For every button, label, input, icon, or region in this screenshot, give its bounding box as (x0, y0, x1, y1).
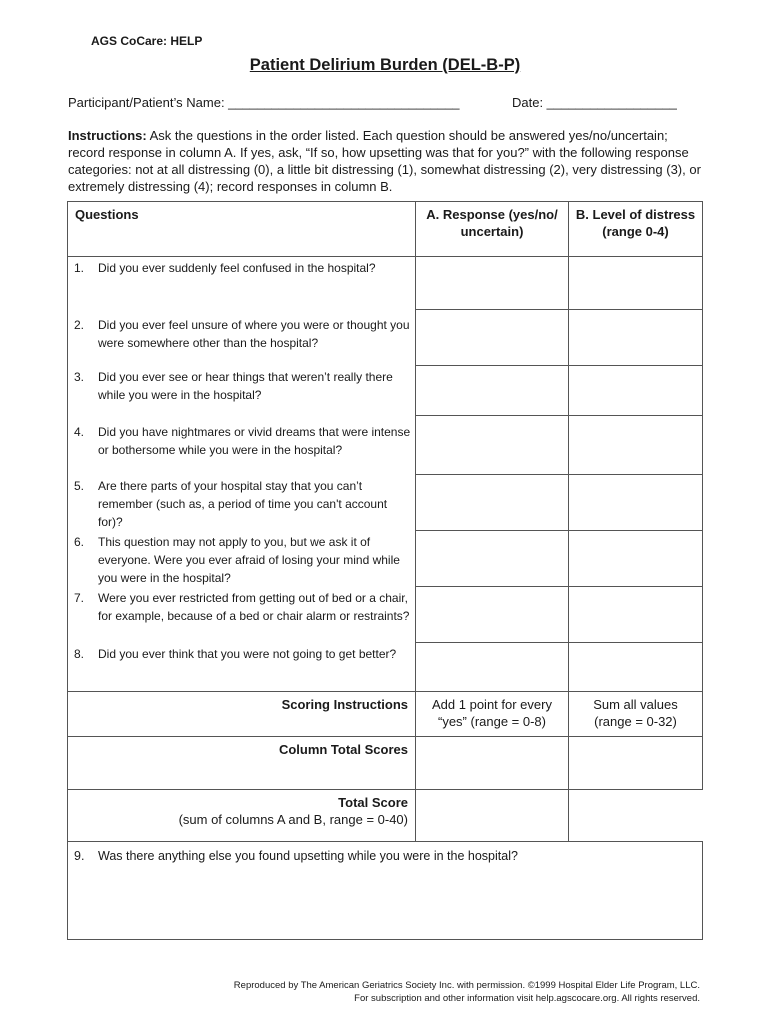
footer-info: For subscription and other information visit help.agscocare.org. All rights reserved. (354, 993, 700, 1004)
question-text: Did you ever feel unsure of where you were or thought you were somewhere other than the hospital? (98, 317, 410, 350)
question-row-1 (68, 257, 416, 310)
questions-header: Questions (68, 202, 416, 257)
question-text: Did you have nightmares or vivid dreams that were intense or bothersome while you were in the hospital? (98, 424, 411, 457)
response-cell-3[interactable] (416, 366, 569, 416)
scoring-distress-instruction: Sum all values (range = 0-32) (569, 692, 703, 737)
question-text: Did you ever suddenly feel confused in the hospital? (98, 261, 376, 275)
blank-cell (569, 790, 703, 842)
question-row-6 (68, 531, 416, 587)
question-row-8 (68, 643, 416, 692)
response-cell-7[interactable] (416, 587, 569, 643)
question-num: 3. (74, 369, 85, 384)
scoring-response-instruction: Add 1 point for every “yes” (range = 0-8) (416, 692, 569, 737)
instructions-text: Ask the questions in the order listed. Each question should be answered yes/no/uncertain; record response in column A. If yes, ask, “If so, how upsetting was that for you?” with the following response categories: not at all distressing (0), a little bit distressing (1), somewhat distressing (2), very distressing (3), or extremely distressing (4); record responses in column B. (68, 128, 701, 194)
header-tag: AGS CoCare: HELP (91, 34, 203, 48)
question-text: Did you ever think that you were not going to get better? (98, 646, 397, 661)
footer-copyright: Reproduced by The American Geriatrics Society Inc. with permission. ©1999 Hospital Elder Life Program, LLC. (233, 980, 700, 991)
distress-cell-5[interactable] (569, 475, 703, 531)
instructions (68, 127, 708, 195)
question-row-4 (68, 416, 416, 475)
response-cell-2[interactable] (416, 310, 569, 366)
question-num: 4. (74, 424, 85, 439)
column-total-label: Column Total Scores (68, 737, 416, 790)
question-row-9[interactable] (68, 842, 703, 940)
question-row-3 (68, 366, 416, 416)
total-score-subtitle: (sum of columns A and B, range = 0-40) (178, 812, 408, 827)
distress-cell-3[interactable] (569, 366, 703, 416)
scoring-instructions-label: Scoring Instructions (68, 692, 416, 737)
question-num: 5. (74, 478, 85, 493)
question-text: Are there parts of your hospital stay that you can’t remember (such as, a period of time you can't account for)? (98, 478, 388, 529)
response-cell-4[interactable] (416, 416, 569, 475)
question-num: 2. (74, 317, 85, 332)
distress-header: B. Level of distress (range 0-4) (569, 202, 703, 257)
total-score-label (68, 790, 416, 842)
question-text: Was there anything else you found upsetting while you were in the hospital? (98, 849, 518, 863)
page-title: Patient Delirium Burden (DEL-B-P) (249, 56, 521, 74)
instructions-lead: Instructions: (68, 128, 147, 143)
participant-name-field[interactable]: Participant/Patient’s Name: ________________________________ (68, 95, 460, 110)
question-num: 6. (74, 534, 85, 549)
total-score-title: Total Score (338, 795, 408, 810)
distress-cell-8[interactable] (569, 643, 703, 692)
question-row-2 (68, 310, 416, 366)
total-score-cell[interactable] (416, 790, 569, 842)
response-cell-5[interactable] (416, 475, 569, 531)
distress-total-cell[interactable] (569, 737, 703, 790)
response-cell-6[interactable] (416, 531, 569, 587)
question-row-7 (68, 587, 416, 643)
question-num: 9. (74, 849, 85, 863)
distress-cell-6[interactable] (569, 531, 703, 587)
response-cell-8[interactable] (416, 643, 569, 692)
date-field[interactable]: Date: __________________ (512, 95, 677, 110)
question-num: 1. (74, 261, 85, 275)
distress-cell-1[interactable] (569, 257, 703, 310)
question-text: Did you ever see or hear things that weren’t really there while you were in the hospital? (98, 369, 393, 402)
distress-cell-4[interactable] (569, 416, 703, 475)
distress-cell-2[interactable] (569, 310, 703, 366)
delirium-burden-table (67, 201, 703, 940)
response-total-cell[interactable] (416, 737, 569, 790)
footer (234, 979, 700, 1005)
question-text: Were you ever restricted from getting out of bed or a chair, for example, because of a bed or chair alarm or restraints? (98, 590, 410, 623)
distress-cell-7[interactable] (569, 587, 703, 643)
question-row-5 (68, 475, 416, 531)
response-cell-1[interactable] (416, 257, 569, 310)
response-header: A. Response (yes/no/ uncertain) (416, 202, 569, 257)
question-text: This question may not apply to you, but we ask it of everyone. Were you ever afraid of losing your mind while you were in the hospital? (98, 534, 400, 585)
question-num: 8. (74, 646, 85, 661)
question-num: 7. (74, 590, 85, 605)
